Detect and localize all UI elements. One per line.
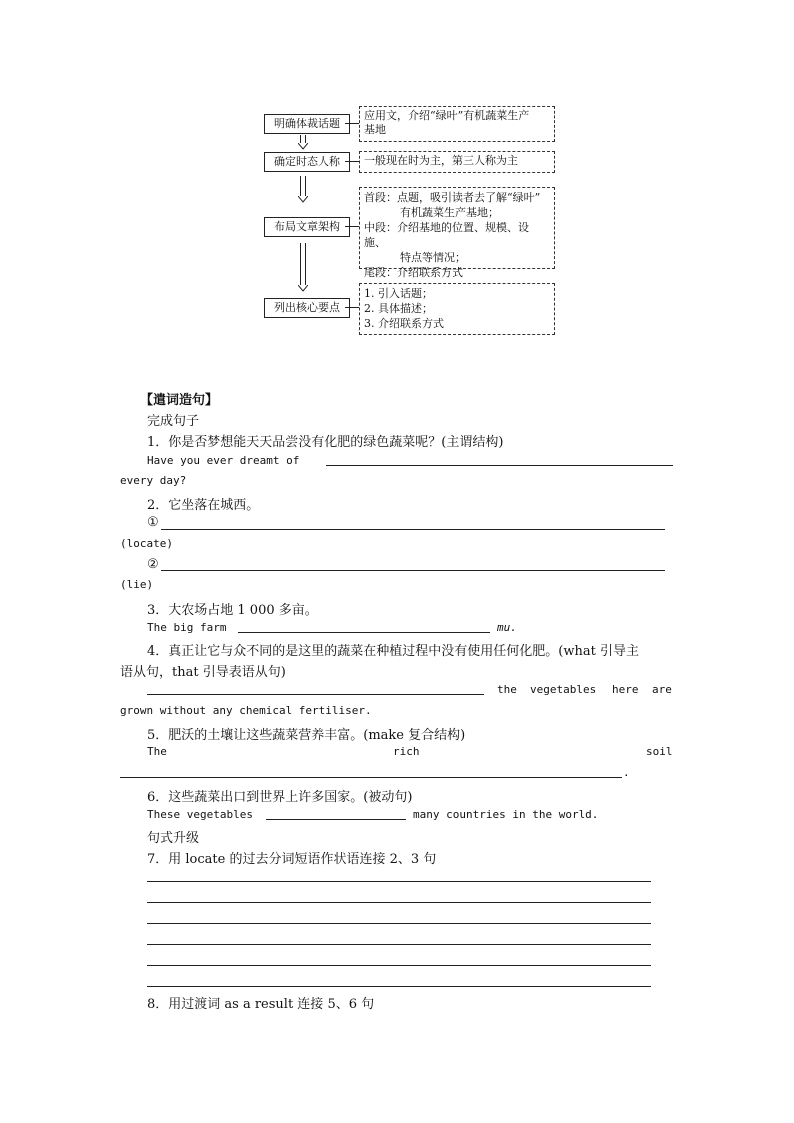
question-6-stem: These vegetables: [147, 808, 253, 821]
question-4-prompt-cont: 语从句，that 引导表语从句): [120, 665, 286, 680]
flow-detail-2: [359, 151, 555, 173]
question-5-period: .: [623, 766, 630, 779]
flow-detail-1-line: 基地: [364, 123, 386, 136]
answer-blank[interactable]: [120, 777, 622, 778]
flow-step-3-label: 布局文章架构: [274, 220, 340, 233]
flow-detail-3-line: 尾段：介绍联系方式: [364, 266, 463, 279]
question-5-prompt: 5．肥沃的土壤让这些蔬菜营养丰富。(make 复合结构): [147, 728, 466, 743]
question-4-word: are: [652, 683, 672, 696]
flow-detail-3-line: 首段：点题，吸引读者去了解“绿叶”: [364, 191, 541, 204]
flow-detail-3-line: 特点等情况；: [400, 251, 466, 264]
question-2-prompt: 2．它坐落在城西。: [147, 498, 260, 513]
flow-detail-1: [359, 106, 555, 142]
section-title: 【遣词造句】: [140, 393, 219, 408]
answer-line[interactable]: [147, 923, 651, 924]
answer-line[interactable]: [147, 965, 651, 966]
question-4-word: vegetables: [530, 683, 597, 696]
flow-detail-3: [359, 187, 555, 279]
question-4-prompt: 4．真正让它与众不同的是这里的蔬菜在种植过程中没有使用任何化肥。(what 引导主: [147, 644, 639, 659]
flow-detail-4-line: 2. 具体描述；: [364, 302, 433, 315]
flow-detail-3-line: 有机蔬菜生产基地；: [400, 206, 499, 219]
question-3-prompt: 3．大农场占地 1 000 多亩。: [147, 603, 318, 618]
question-4-tail: grown without any chemical fertiliser.: [120, 704, 372, 717]
flow-step-2: [264, 152, 350, 172]
flow-detail-1-line: 应用文，介绍“绿叶”有机蔬菜生产: [364, 109, 530, 122]
question-1-stem: Have you ever dreamt of: [147, 454, 300, 467]
hint-lie: (lie): [120, 578, 154, 591]
answer-blank[interactable]: [161, 529, 665, 530]
hint-locate: (locate): [120, 537, 173, 550]
answer-marker-2: ②: [147, 557, 159, 572]
flow-step-1: [264, 114, 350, 134]
question-4-word: here: [612, 683, 639, 696]
question-1-tail: every day?: [120, 474, 187, 487]
answer-line[interactable]: [147, 986, 651, 987]
flow-detail-4-line: 3. 介绍联系方式: [364, 317, 444, 330]
question-3-tail: mu.: [497, 621, 517, 634]
connector-1: [345, 123, 359, 124]
flow-step-2-label: 确定时态人称: [274, 155, 340, 168]
answer-line[interactable]: [147, 902, 651, 903]
flow-step-4: [264, 298, 350, 318]
flow-detail-2-line: 一般现在时为主，第三人称为主: [364, 154, 518, 167]
answer-line[interactable]: [147, 881, 651, 882]
connector-3: [345, 226, 359, 227]
flow-step-3: [264, 217, 350, 237]
answer-blank[interactable]: [266, 819, 406, 820]
answer-line[interactable]: [147, 944, 651, 945]
flow-step-4-label: 列出核心要点: [274, 301, 340, 314]
question-8-prompt: 8．用过渡词 as a result 连接 5、6 句: [147, 997, 375, 1012]
flow-step-1-label: 明确体裁话题: [274, 117, 340, 130]
subsection-title: 句式升级: [147, 831, 200, 846]
answer-blank[interactable]: [147, 694, 484, 695]
question-5-word: The: [147, 745, 167, 758]
connector-2: [345, 161, 359, 162]
flow-detail-4-line: 1. 引入话题；: [364, 287, 433, 300]
question-6-prompt: 6．这些蔬菜出口到世界上许多国家。(被动句): [147, 790, 413, 805]
answer-blank[interactable]: [238, 632, 490, 633]
question-4-word: the: [497, 683, 517, 696]
subsection-title: 完成句子: [147, 414, 200, 429]
flow-detail-4: [359, 283, 555, 335]
question-5-word: soil: [646, 745, 673, 758]
question-7-prompt: 7．用 locate 的过去分词短语作状语连接 2、3 句: [147, 852, 437, 867]
question-5-word: rich: [393, 745, 420, 758]
question-6-tail: many countries in the world.: [413, 808, 599, 821]
answer-blank[interactable]: [326, 465, 673, 466]
connector-4: [345, 307, 359, 308]
question-3-stem: The big farm: [147, 621, 227, 634]
flow-detail-3-line: 中段：介绍基地的位置、规模、设施、: [364, 221, 529, 249]
answer-marker-1: ①: [147, 515, 159, 530]
answer-blank[interactable]: [161, 570, 665, 571]
question-1-prompt: 1．你是否梦想能天天品尝没有化肥的绿色蔬菜呢？(主谓结构): [147, 435, 504, 450]
